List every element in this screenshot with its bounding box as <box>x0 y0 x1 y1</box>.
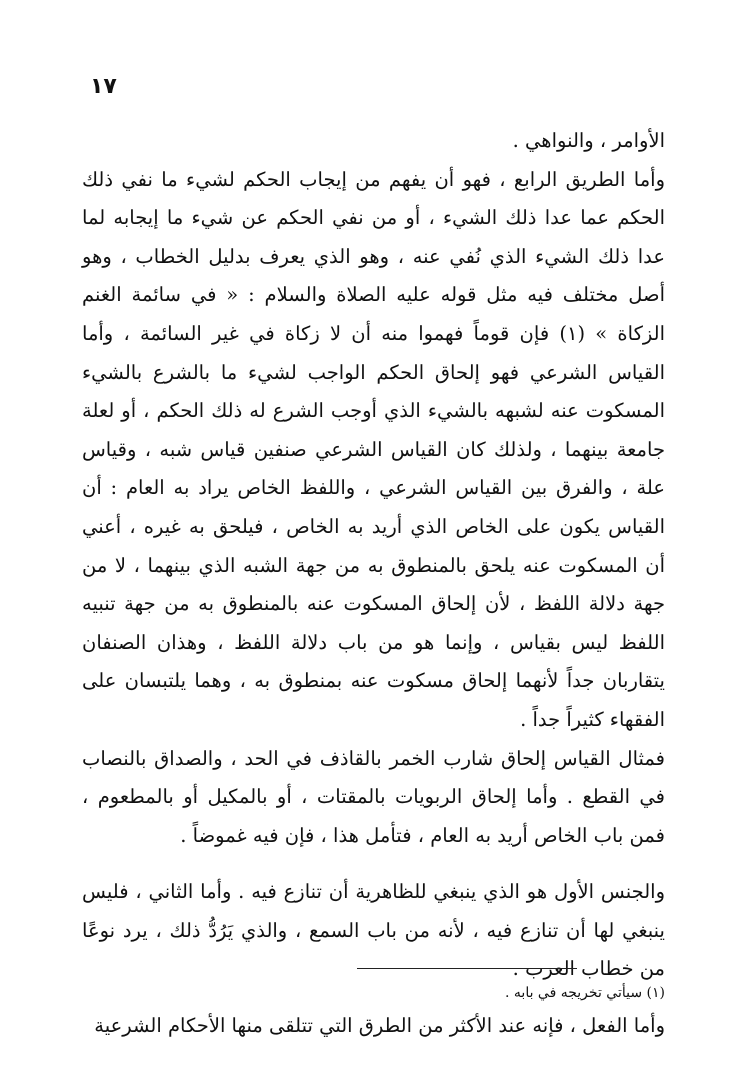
paragraph-2: وأما الطريق الرابع ، فهو أن يفهم من إيجاب الحكم لشيء ما نفي ذلك الحكم عما عدا ذلك الشيء ، أو من نفي الحكم عن شيء ما إيجابه لما عدا ذلك الشيء الذي نُفي عنه ، وهو الذي يعرف بدليل الخطاب ، وهو أصل مختلف فيه مثل قوله عليه الصلاة والسلام : « في سائمة الغنم الزكاة » (١) فإن قوماً فهموا منه أن لا زكاة في غير السائمة ، وأما القياس الشرعي فهو إلحاق الحكم الواجب لشيء ما بالشرع بالشيء المسكوت عنه لشبهه بالشيء الذي أوجب الشرع له ذلك الحكم ، أو لعلة جامعة بينهما ، ولذلك كان القياس الشرعي صنفين قياس شبه ، وقياس علة ، والفرق بين القياس الشرعي ، واللفظ الخاص يراد به العام : أن القياس يكون على الخاص الذي أريد به الخاص ، فيلحق به غيره ، أعني أن المسكوت عنه يلحق بالمنطوق به من جهة الشبه الذي بينهما ، لا من جهة دلالة اللفظ ، لأن إلحاق المسكوت عنه بالمنطوق به من جهة تنبيه اللفظ ليس بقياس ، وإنما هو من باب دلالة اللفظ ، وهذان الصنفان يتقاربان جداً لأنهما إلحاق مسكوت عنه بمنطوق به ، وهما يلتبسان على الفقهاء كثيراً جداً . <box>82 167 665 731</box>
page-number: ١٧ <box>90 74 117 99</box>
paragraph-5: وأما الفعل ، فإنه عند الأكثر من الطرق التي تتلقى منها الأحكام الشرعية <box>94 1014 665 1038</box>
main-text <box>82 122 665 1046</box>
paragraph-3: فمثال القياس إلحاق شارب الخمر بالقاذف في الحد ، والصداق بالنصاب في القطع . وأما إلحاق الربويات بالمقتات ، أو بالمكيل أو بالمطعوم ، فمن باب الخاص أريد به العام ، فتأمل هذا ، فإن فيه غموضاً . <box>82 746 665 847</box>
footnote-divider <box>357 968 577 969</box>
paragraph-1: الأوامر ، والنواهي . <box>512 129 665 152</box>
footnote: (١) سيأتي تخريجه في بابه . <box>505 985 665 1001</box>
paragraph-4: والجنس الأول هو الذي ينبغي للظاهرية أن تنازع فيه . وأما الثاني ، فليس ينبغي لها أن تنازع فيه ، لأنه من باب السمع ، والذي يَرُدُّ ذلك ، يرد نوعًا من خطاب العرب . <box>82 880 665 981</box>
